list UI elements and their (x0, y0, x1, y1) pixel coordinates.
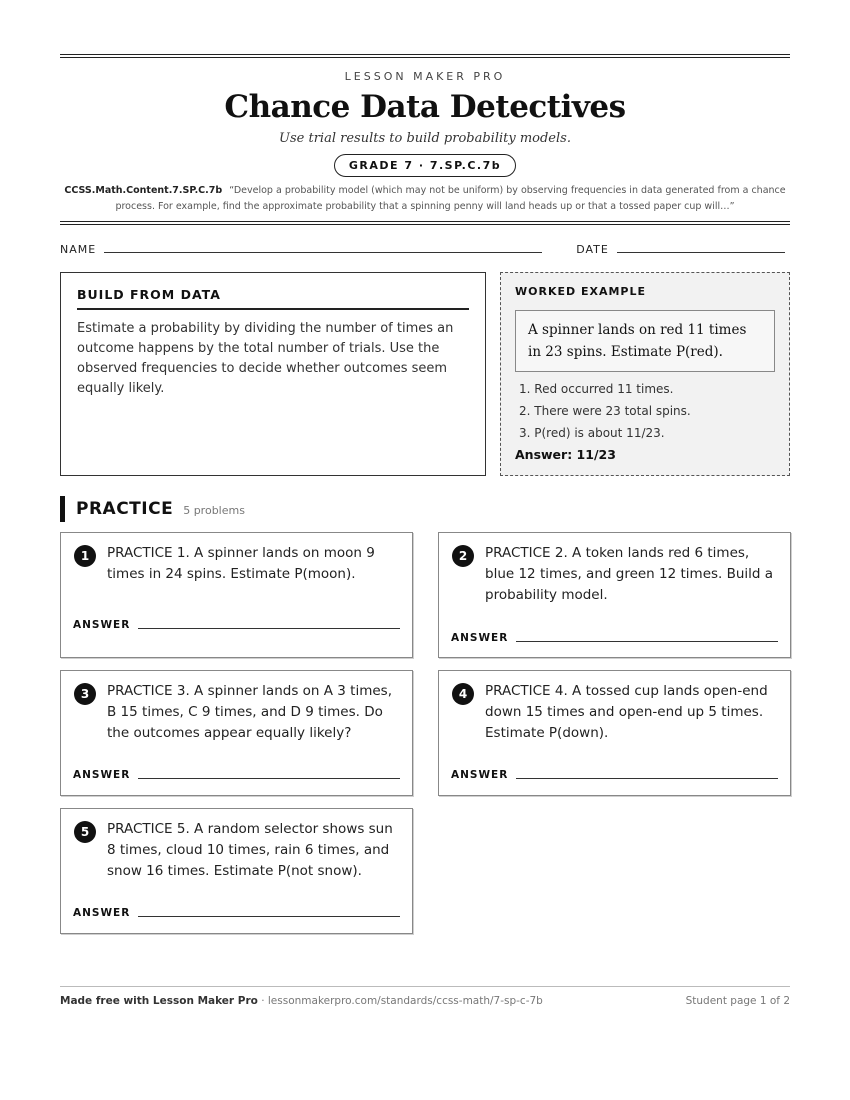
problem-number-badge: 1 (74, 545, 96, 567)
answer-row (451, 769, 778, 781)
practice-problem-card (438, 670, 791, 796)
worked-example-panel (500, 272, 790, 476)
answer-field[interactable] (138, 628, 400, 629)
answer-label: ANSWER (73, 619, 131, 631)
answer-label: ANSWER (451, 632, 509, 644)
build-from-data-panel (60, 272, 486, 476)
problem-number-badge: 5 (74, 821, 96, 843)
name-field[interactable] (104, 252, 542, 253)
build-body: Estimate a probability by dividing the number of times an outcome happens by the total number of trials. Use the observed frequencies to decide whether outcomes seem equally likely. (77, 321, 454, 396)
practice-header (60, 496, 790, 522)
answer-row (451, 632, 778, 644)
answer-label: ANSWER (73, 769, 131, 781)
practice-problem-card (60, 532, 413, 658)
worksheet-subtitle: Use trial results to build probability models. (279, 131, 571, 146)
worksheet-title: Chance Data Detectives (224, 89, 626, 125)
answer-field[interactable] (516, 641, 778, 642)
problem-number-badge: 3 (74, 683, 96, 705)
answer-label: ANSWER (73, 907, 131, 919)
practice-problem-card (60, 808, 413, 934)
brand-name: LESSON MAKER PRO (344, 70, 506, 83)
problem-number-badge: 4 (452, 683, 474, 705)
example-problem: A spinner lands on red 11 times in 23 spins. Estimate P(red). (515, 310, 775, 372)
name-date-row (60, 243, 790, 256)
answer-row (73, 619, 400, 631)
footer-url[interactable]: · lessonmakerpro.com/standards/ccss-math/7-sp-c-7b (261, 995, 543, 1007)
answer-field[interactable] (516, 778, 778, 779)
problem-text: PRACTICE 4. A tossed cup lands open-end down 15 times and open-end up 5 times. Estimate P(down). (485, 683, 768, 741)
example-step: 1. Red occurred 11 times. (519, 382, 674, 396)
standard-code: CCSS.Math.Content.7.SP.C.7b (64, 185, 223, 196)
practice-title: PRACTICE (76, 499, 174, 519)
answer-row (73, 907, 400, 919)
example-step: 3. P(red) is about 11/23. (519, 426, 665, 440)
footer-page-number: Student page 1 of 2 (685, 995, 790, 1007)
standard-text: “Develop a probability model (which may not be uniform) by observing frequencies in data generated from a chance process. For example, find the approximate probability that a spinning penny will land heads up or that a tossed paper cup will…” (115, 185, 786, 212)
problem-text: PRACTICE 5. A random selector shows sun 8 times, cloud 10 times, rain 6 times, and snow 16 times. Estimate P(not snow). (107, 821, 393, 879)
page-footer (60, 986, 790, 1007)
header-rule (60, 54, 790, 58)
answer-row (73, 769, 400, 781)
standard-statement (60, 183, 790, 215)
practice-problem-card (60, 670, 413, 796)
header-bottom-rule (60, 221, 790, 225)
footer-made-with: Made free with Lesson Maker Pro (60, 995, 258, 1007)
example-answer: Answer: 11/23 (515, 447, 616, 462)
date-field[interactable] (617, 252, 785, 253)
example-heading: WORKED EXAMPLE (515, 285, 646, 298)
grade-badge: GRADE 7 · 7.SP.C.7b (334, 154, 516, 177)
problem-text: PRACTICE 1. A spinner lands on moon 9 times in 24 spins. Estimate P(moon). (107, 545, 375, 582)
build-heading: BUILD FROM DATA (77, 287, 469, 310)
problem-text: PRACTICE 2. A token lands red 6 times, blue 12 times, and green 12 times. Build a probability model. (485, 545, 774, 603)
example-step: 2. There were 23 total spins. (519, 404, 691, 418)
practice-count: 5 problems (183, 504, 245, 517)
answer-label: ANSWER (451, 769, 509, 781)
problem-number-badge: 2 (452, 545, 474, 567)
name-label: NAME (60, 243, 97, 256)
example-steps (515, 378, 775, 444)
answer-field[interactable] (138, 778, 400, 779)
problem-text: PRACTICE 3. A spinner lands on A 3 times, B 15 times, C 9 times, and D 9 times. Do the outcomes appear equally likely? (107, 683, 392, 741)
practice-problem-card (438, 532, 791, 658)
date-label: DATE (576, 243, 609, 256)
answer-field[interactable] (138, 916, 400, 917)
worksheet-page (60, 54, 790, 952)
practice-problems (60, 532, 790, 952)
